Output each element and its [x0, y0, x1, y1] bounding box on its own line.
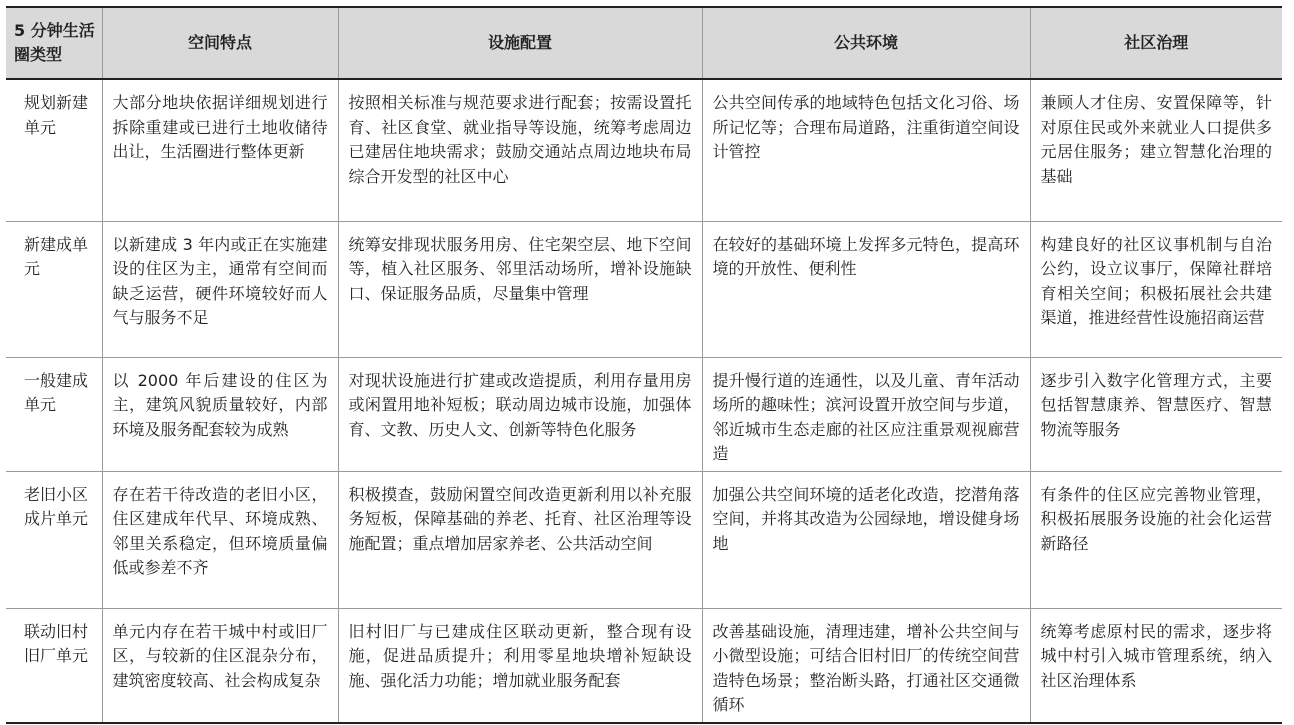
cell-environment: 改善基础设施，清理违建，增补公共空间与小微型设施；可结合旧村旧厂的传统空间营造特色场景；整治断头路，打通社区交通微循环 — [702, 608, 1030, 723]
table-row — [6, 471, 1282, 608]
cell-space: 以 2000 年后建设的住区为主，建筑风貌质量较好，内部环境及服务配套较为成熟 — [102, 357, 338, 471]
cell-type: 老旧小区成片单元 — [6, 471, 102, 608]
cell-governance: 统筹考虑原村民的需求，逐步将城中村引入城市管理系统，纳入社区治理体系 — [1030, 608, 1282, 723]
table-row — [6, 79, 1282, 221]
header-environment: 公共环境 — [702, 7, 1030, 79]
cell-facility: 按照相关标准与规范要求进行配套；按需设置托育、社区食堂、就业指导等设施，统筹考虑周边已建居住地块需求；鼓励交通站点周边地块布局综合开发型的社区中心 — [338, 79, 702, 221]
cell-environment: 公共空间传承的地域特色包括文化习俗、场所记忆等；合理布局道路，注重街道空间设计管控 — [702, 79, 1030, 221]
cell-space: 大部分地块依据详细规划进行拆除重建或已进行土地收储待出让，生活圈进行整体更新 — [102, 79, 338, 221]
cell-environment: 提升慢行道的连通性，以及儿童、青年活动场所的趣味性；滨河设置开放空间与步道，邻近城市生态走廊的社区应注重景观视廊营造 — [702, 357, 1030, 471]
table-row — [6, 221, 1282, 357]
header-type: 5 分钟生活圈类型 — [6, 7, 102, 79]
cell-space: 单元内存在若干城中村或旧厂区，与较新的住区混杂分布，建筑密度较高、社会构成复杂 — [102, 608, 338, 723]
header-governance: 社区治理 — [1030, 7, 1282, 79]
planning-table — [6, 6, 1282, 718]
cell-space: 以新建成 3 年内或正在实施建设的住区为主，通常有空间而缺乏运营，硬件环境较好而人气与服务不足 — [102, 221, 338, 357]
cell-facility: 对现状设施进行扩建或改造提质，利用存量用房或闲置用地补短板；联动周边城市设施，加强体育、文教、历史人文、创新等特色化服务 — [338, 357, 702, 471]
cell-type: 新建成单元 — [6, 221, 102, 357]
cell-facility: 旧村旧厂与已建成住区联动更新，整合现有设施，促进品质提升；利用零星地块增补短缺设施、强化活力功能；增加就业服务配套 — [338, 608, 702, 723]
cell-environment: 加强公共空间环境的适老化改造，挖潜角落空间，并将其改造为公园绿地，增设健身场地 — [702, 471, 1030, 608]
cell-facility: 积极摸查，鼓励闲置空间改造更新利用以补充服务短板，保障基础的养老、托育、社区治理等设施配置；重点增加居家养老、公共活动空间 — [338, 471, 702, 608]
table-row — [6, 608, 1282, 723]
cell-governance: 有条件的住区应完善物业管理，积极拓展服务设施的社会化运营新路径 — [1030, 471, 1282, 608]
cell-governance: 构建良好的社区议事机制与自治公约，设立议事厅，保障社群培育相关空间；积极拓展社会共建渠道，推进经营性设施招商运营 — [1030, 221, 1282, 357]
cell-environment: 在较好的基础环境上发挥多元特色，提高环境的开放性、便利性 — [702, 221, 1030, 357]
cell-space: 存在若干待改造的老旧小区，住区建成年代早、环境成熟、邻里关系稳定，但环境质量偏低或参差不齐 — [102, 471, 338, 608]
cell-governance: 逐步引入数字化管理方式，主要包括智慧康养、智慧医疗、智慧物流等服务 — [1030, 357, 1282, 471]
header-space: 空间特点 — [102, 7, 338, 79]
table-row — [6, 357, 1282, 471]
header-facility: 设施配置 — [338, 7, 702, 79]
cell-type: 联动旧村旧厂单元 — [6, 608, 102, 723]
table-header-row — [6, 7, 1282, 79]
cell-type: 一般建成单元 — [6, 357, 102, 471]
cell-facility: 统筹安排现状服务用房、住宅架空层、地下空间等，植入社区服务、邻里活动场所，增补设施缺口、保证服务品质，尽量集中管理 — [338, 221, 702, 357]
cell-governance: 兼顾人才住房、安置保障等，针对原住民或外来就业人口提供多元居住服务；建立智慧化治理的基础 — [1030, 79, 1282, 221]
cell-type: 规划新建单元 — [24, 93, 89, 137]
